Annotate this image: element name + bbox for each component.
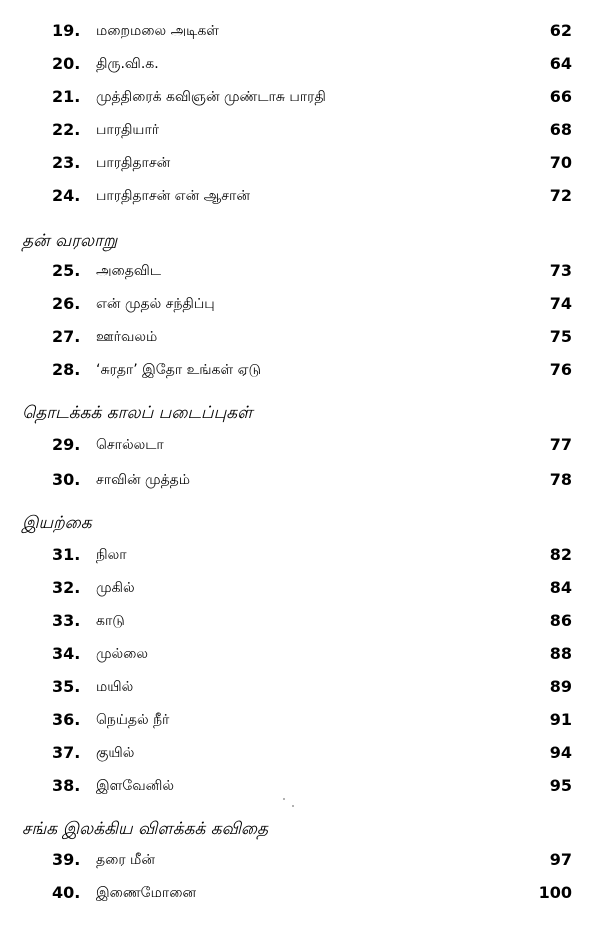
entry-title: முகில் bbox=[96, 580, 135, 596]
entry-title: இணைமோனை bbox=[96, 885, 197, 901]
entry-title: நெய்தல் நீர் bbox=[96, 712, 170, 728]
entry-title: பாரதிதாசன் என் ஆசான் bbox=[96, 188, 250, 204]
entry-number: 33. bbox=[52, 611, 81, 630]
toc-entry bbox=[0, 320, 600, 354]
entry-page-number: 91 bbox=[549, 710, 572, 729]
entry-page-number: 89 bbox=[549, 677, 572, 696]
section-heading: தன் வரலாறு bbox=[22, 231, 118, 251]
entry-page-number: 76 bbox=[549, 360, 572, 379]
toc-entry bbox=[0, 14, 600, 48]
entry-title: மறைமலை அடிகள் bbox=[96, 23, 219, 39]
toc-entry bbox=[0, 670, 600, 704]
entry-title: ஊர்வலம் bbox=[96, 329, 158, 345]
entry-number: 38. bbox=[52, 776, 81, 795]
toc-entry bbox=[0, 843, 600, 877]
entry-number: 23. bbox=[52, 153, 81, 172]
entry-page-number: 66 bbox=[549, 87, 572, 106]
toc-entry bbox=[0, 571, 600, 605]
entry-number: 32. bbox=[52, 578, 81, 597]
entry-number: 21. bbox=[52, 87, 81, 106]
toc-entry bbox=[0, 876, 600, 910]
toc-entry bbox=[0, 146, 600, 180]
entry-page-number: 88 bbox=[549, 644, 572, 663]
toc-entry bbox=[0, 637, 600, 671]
toc-entry bbox=[0, 463, 600, 497]
entry-number: 28. bbox=[52, 360, 81, 379]
entry-number: 29. bbox=[52, 435, 81, 454]
entry-number: 35. bbox=[52, 677, 81, 696]
toc-entry bbox=[0, 287, 600, 321]
toc-entry bbox=[0, 428, 600, 462]
toc-entry bbox=[0, 736, 600, 770]
toc-entry bbox=[0, 113, 600, 147]
entry-page-number: 78 bbox=[549, 470, 572, 489]
entry-title: தரை மீன் bbox=[96, 852, 155, 868]
entry-number: 34. bbox=[52, 644, 81, 663]
entry-title: முத்திரைக் கவிஞன் முண்டாசு பாரதி bbox=[96, 89, 326, 105]
entry-page-number: 74 bbox=[549, 294, 572, 313]
entry-title: மயில் bbox=[96, 679, 134, 695]
entry-title: முல்லை bbox=[96, 646, 149, 662]
entry-title: நிலா bbox=[96, 547, 127, 563]
toc-entry bbox=[0, 703, 600, 737]
section-heading: இயற்கை bbox=[22, 513, 92, 533]
entry-title: இளவேனில் bbox=[96, 778, 174, 794]
entry-title: அதைவிட bbox=[96, 263, 161, 279]
entry-title: என் முதல் சந்திப்பு bbox=[96, 296, 215, 312]
entry-number: 36. bbox=[52, 710, 81, 729]
entry-page-number: 97 bbox=[549, 850, 572, 869]
entry-number: 20. bbox=[52, 54, 81, 73]
toc-entry bbox=[0, 604, 600, 638]
entry-title: பாரதியார் bbox=[96, 122, 160, 138]
toc-entry bbox=[0, 179, 600, 213]
entry-page-number: 95 bbox=[549, 776, 572, 795]
toc-entry bbox=[0, 538, 600, 572]
entry-number: 24. bbox=[52, 186, 81, 205]
entry-page-number: 77 bbox=[549, 435, 572, 454]
entry-page-number: 70 bbox=[549, 153, 572, 172]
entry-page-number: 64 bbox=[549, 54, 572, 73]
entry-page-number: 75 bbox=[549, 327, 572, 346]
entry-number: 37. bbox=[52, 743, 81, 762]
entry-page-number: 84 bbox=[549, 578, 572, 597]
entry-title: காடு bbox=[96, 613, 125, 629]
entry-title: சாவின் முத்தம் bbox=[96, 472, 191, 488]
entry-title: பாரதிதாசன் bbox=[96, 155, 171, 171]
entry-title: ‘சுரதா’ இதோ உங்கள் ஏடு bbox=[96, 362, 261, 378]
entry-number: 26. bbox=[52, 294, 81, 313]
entry-page-number: 100 bbox=[538, 883, 572, 902]
entry-number: 25. bbox=[52, 261, 81, 280]
entry-page-number: 73 bbox=[549, 261, 572, 280]
entry-page-number: 82 bbox=[549, 545, 572, 564]
entry-page-number: 86 bbox=[549, 611, 572, 630]
section-heading: சங்க இலக்கிய விளக்கக் கவிதை bbox=[22, 819, 269, 839]
entry-number: 27. bbox=[52, 327, 81, 346]
toc-entry bbox=[0, 353, 600, 387]
toc-entry bbox=[0, 80, 600, 114]
toc-entry bbox=[0, 47, 600, 81]
entry-title: குயில் bbox=[96, 745, 135, 761]
section-heading: தொடக்கக் காலப் படைப்புகள் bbox=[22, 403, 253, 423]
scan-speck bbox=[292, 805, 294, 807]
entry-page-number: 68 bbox=[549, 120, 572, 139]
entry-number: 19. bbox=[52, 21, 81, 40]
entry-page-number: 62 bbox=[549, 21, 572, 40]
entry-number: 39. bbox=[52, 850, 81, 869]
entry-number: 31. bbox=[52, 545, 81, 564]
entry-page-number: 72 bbox=[549, 186, 572, 205]
toc-entry bbox=[0, 254, 600, 288]
scan-speck bbox=[283, 798, 285, 800]
entry-number: 30. bbox=[52, 470, 81, 489]
entry-title: சொல்லடா bbox=[96, 437, 164, 453]
entry-number: 22. bbox=[52, 120, 81, 139]
toc-entry bbox=[0, 769, 600, 803]
entry-number: 40. bbox=[52, 883, 81, 902]
entry-title: திரு.வி.க. bbox=[96, 56, 159, 72]
entry-page-number: 94 bbox=[549, 743, 572, 762]
